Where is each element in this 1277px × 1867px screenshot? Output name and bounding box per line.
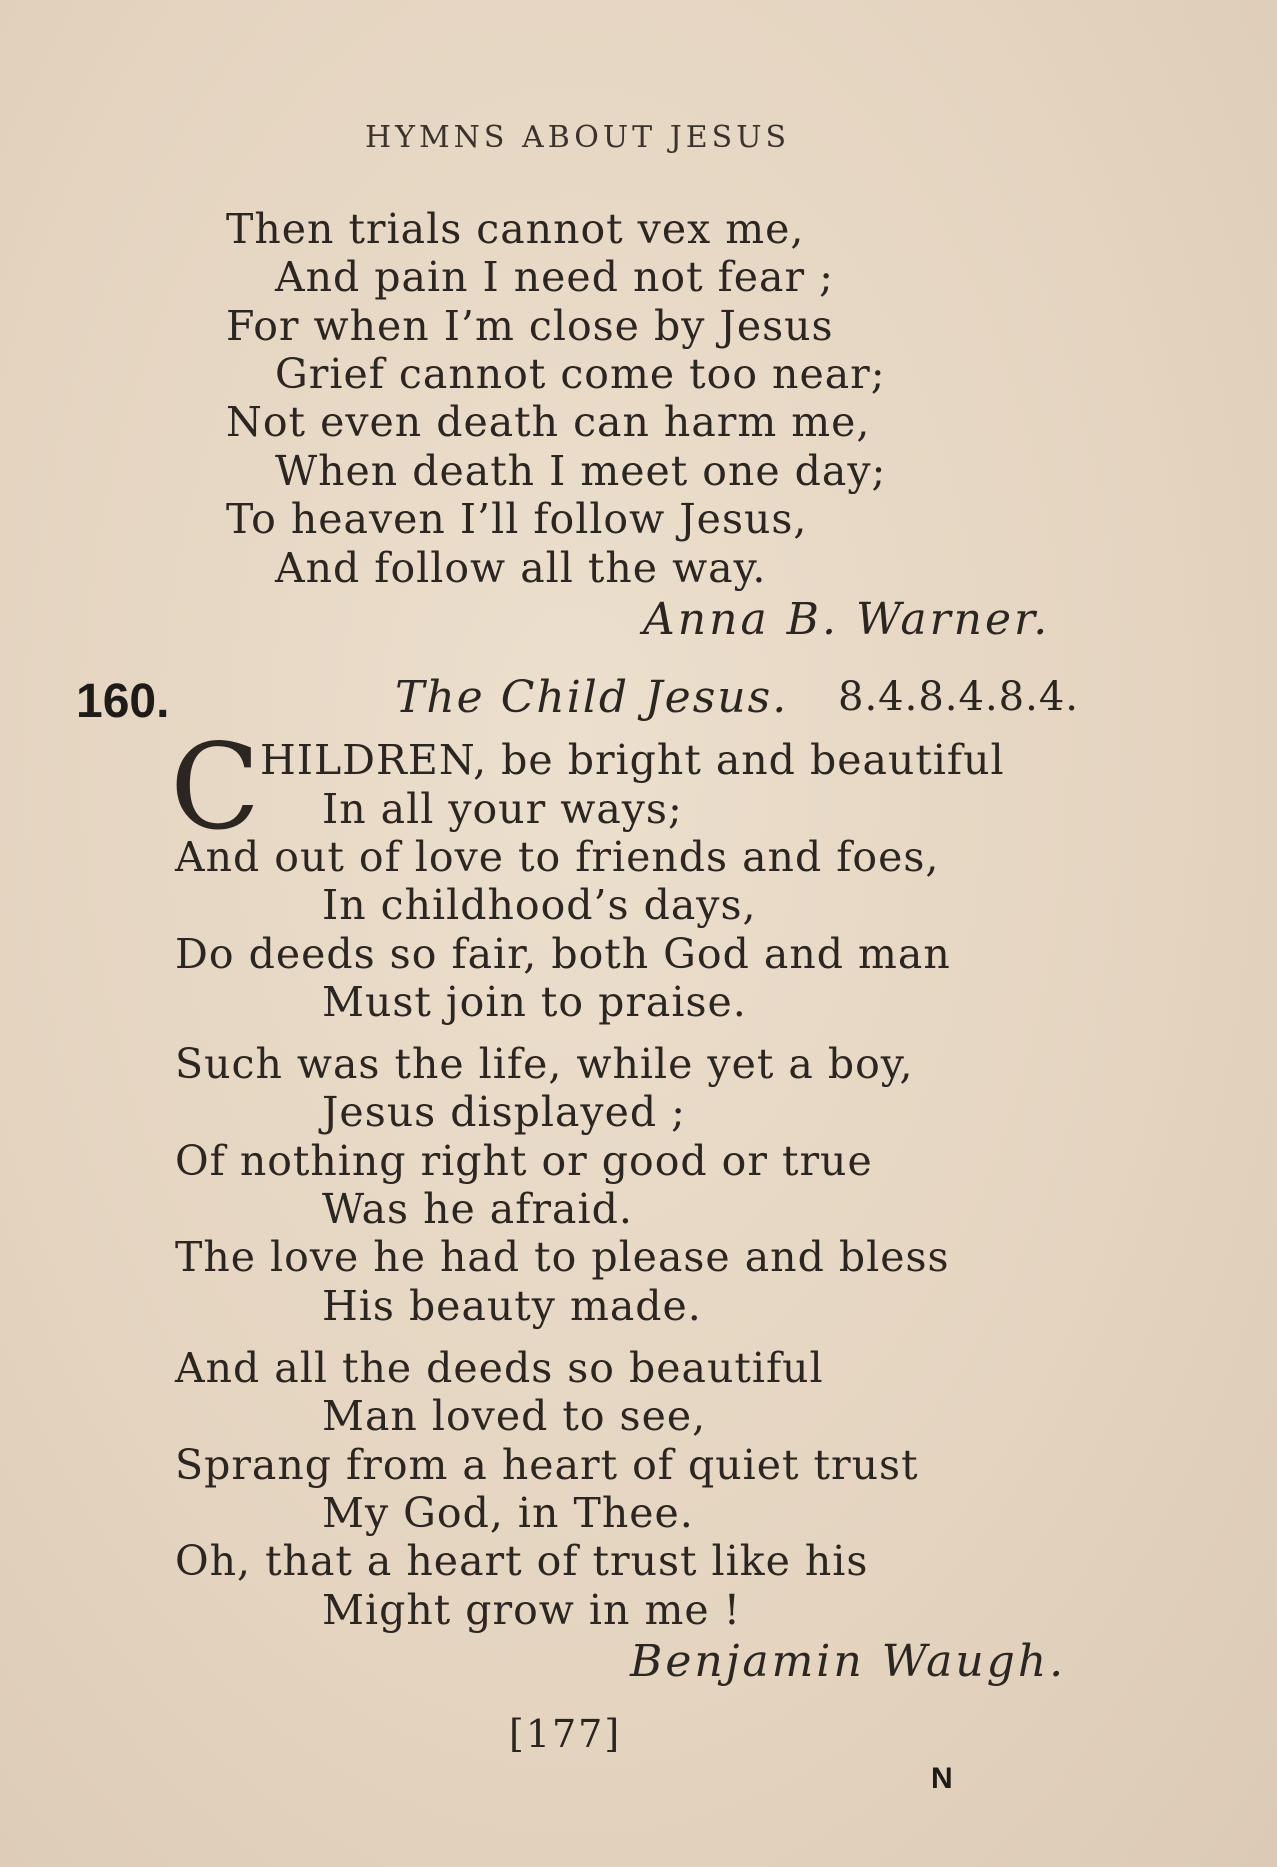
hymn-number: 160. — [76, 675, 170, 728]
previous-hymn-author: Anna B. Warner. — [643, 594, 1051, 645]
hymn-author: Benjamin Waugh. — [630, 1636, 1067, 1687]
verse-line: Jesus displayed ; — [322, 1088, 686, 1136]
verse-line: And pain I need not fear ; — [275, 253, 834, 301]
verse-line: Do deeds so fair, both God and man — [175, 930, 951, 978]
verse-line: Then trials cannot vex me, — [226, 205, 805, 253]
verse-line: Must join to praise. — [322, 978, 747, 1026]
verse-line: And all the deeds so beautiful — [175, 1344, 824, 1392]
verse-line: And follow all the way. — [275, 544, 767, 592]
verse-line: In all your ways; — [322, 785, 683, 833]
verse-line: Oh, that a heart of trust like his — [175, 1537, 869, 1585]
verse-line: Man loved to see, — [322, 1392, 707, 1440]
running-head: HYMNS ABOUT JESUS — [365, 120, 791, 155]
verse-line: HILDREN, be bright and beautiful — [260, 736, 1005, 784]
verse-line: In childhood’s days, — [322, 881, 757, 929]
hymn-meter: 8.4.8.4.8.4. — [838, 674, 1079, 720]
verse-line: Not even death can harm me, — [226, 398, 871, 446]
page-number: [177] — [509, 1712, 622, 1756]
verse-line: To heaven I’ll follow Jesus, — [226, 495, 808, 543]
verse-line: His beauty made. — [322, 1282, 702, 1330]
hymn-title: The Child Jesus. — [395, 672, 789, 723]
verse-line: Might grow in me ! — [322, 1586, 742, 1634]
verse-line: And out of love to friends and foes, — [175, 833, 940, 881]
verse-line: Grief cannot come too near; — [275, 350, 886, 398]
verse-line: My God, in Thee. — [322, 1489, 694, 1537]
verse-line: Was he afraid. — [322, 1185, 633, 1233]
verse-line: Such was the life, while yet a boy, — [175, 1040, 914, 1088]
verse-line: Of nothing right or good or true — [175, 1137, 873, 1185]
drop-cap: C — [170, 718, 261, 856]
verse-line: For when I’m close by Jesus — [226, 302, 834, 350]
signature-mark: N — [931, 1762, 953, 1795]
verse-line: The love he had to please and bless — [175, 1233, 950, 1281]
verse-line: When death I meet one day; — [275, 447, 887, 495]
verse-line: Sprang from a heart of quiet trust — [175, 1441, 919, 1489]
